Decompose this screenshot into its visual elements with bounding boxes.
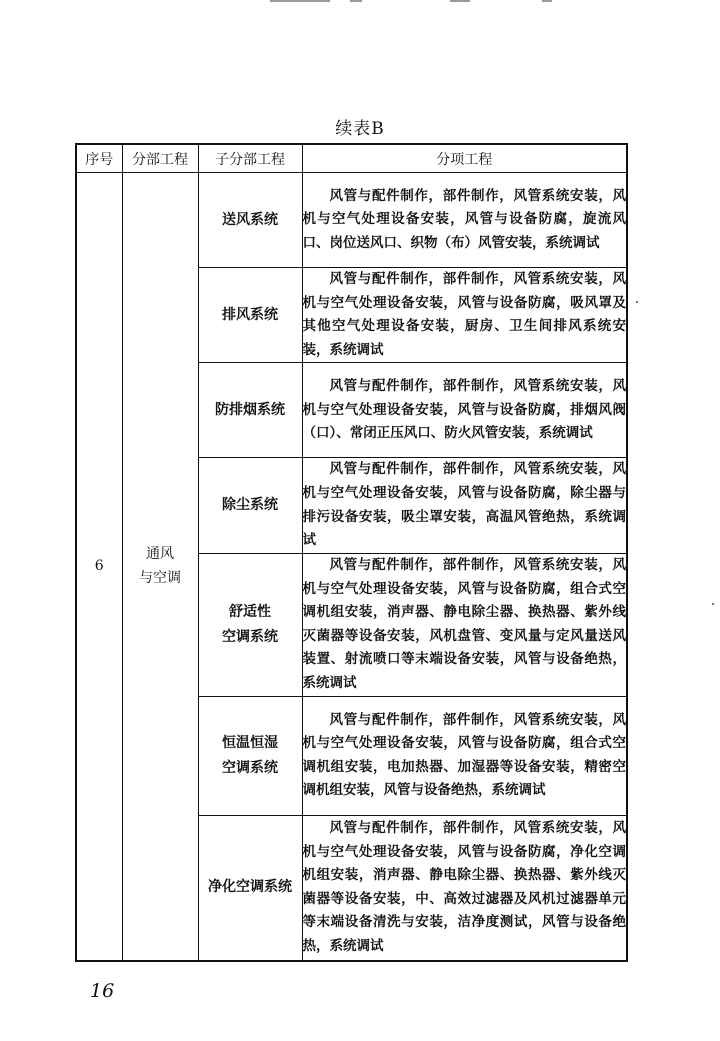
item-list <box>302 173 627 268</box>
item-text: 风管与配件制作，部件制作，风管系统安装，风机与空气处理设备安装，风管与设备防腐，吸风罩及其他空气处理设备安装，厨房、卫生间排风系统安装，系统调试 <box>302 271 626 358</box>
subdivision-label: 舒适性 空调系统 <box>222 603 278 645</box>
specification-table <box>75 143 628 962</box>
header-items: 分项工程 <box>302 144 627 173</box>
subdivision-label: 恒温恒湿 空调系统 <box>222 734 278 776</box>
subdivision-name <box>198 815 302 961</box>
item-text: 风管与配件制作，部件制作，风管系统安装，风机与空气处理设备安装，风管与设备防腐，排烟风阀（口）、常闭正压风口、防火风管安装，系统调试 <box>302 377 626 442</box>
scan-speck <box>712 603 714 605</box>
item-list <box>302 815 627 961</box>
header-division: 分部工程 <box>122 144 198 173</box>
item-text: 风管与配件制作，部件制作，风管系统安装，风机与空气处理设备安装，风管与设备防腐，组合式空调机组安装，消声器、静电除尘器、换热器、紫外线灭菌器等设备安装，风机盘管、变风量与定风量送风装置、射流喷口等末端设备安装，风管与设备绝热，系统调试 <box>302 556 626 691</box>
subdivision-name <box>198 363 302 458</box>
subdivision-label: 送风系统 <box>222 211 278 228</box>
division-label: 通风 与空调 <box>139 546 181 587</box>
page-number: 16 <box>90 980 115 1002</box>
table-title: 续表B <box>335 119 385 139</box>
item-list <box>302 268 627 363</box>
table-header-row <box>76 144 627 173</box>
subdivision-name <box>198 458 302 553</box>
subdivision-name <box>198 173 302 268</box>
item-list <box>302 363 627 458</box>
subdivision-label: 防排烟系统 <box>215 401 285 418</box>
table-row <box>76 173 627 268</box>
scan-speck <box>636 301 638 303</box>
item-text: 风管与配件制作，部件制作，风管系统安装，风机与空气处理设备安装，风管与设备防腐，旋流风口、岗位送风口、织物（布）风管安装，系统调试 <box>302 187 626 251</box>
subdivision-name <box>198 553 302 696</box>
item-list <box>302 458 627 553</box>
item-text: 风管与配件制作，部件制作，风管系统安装，风机与空气处理设备安装，风管与设备防腐，组合式空调机组安装，电加热器、加湿器等设备安装，精密空调机组安装，风管与设备绝热，系统调试 <box>302 711 626 799</box>
item-list <box>302 553 627 696</box>
row-number: 6 <box>76 173 122 961</box>
subdivision-name <box>198 268 302 363</box>
subdivision-label: 排风系统 <box>222 306 278 323</box>
item-text: 风管与配件制作，部件制作，风管系统安装，风机与空气处理设备安装，风管与设备防腐，除尘器与排污设备安装，吸尘罩安装，高温风管绝热，系统调试 <box>302 461 626 549</box>
header-subdivision: 子分部工程 <box>198 144 302 173</box>
item-list <box>302 696 627 815</box>
subdivision-label: 净化空调系统 <box>208 879 292 896</box>
scan-artifact <box>270 0 570 4</box>
item-text: 风管与配件制作，部件制作，风管系统安装，风机与空气处理设备安装，风管与设备防腐，净化空调机组安装，消声器、静电除尘器、换热器、紫外线灭菌器等设备安装，中、高效过滤器及风机过滤器单元等末端设备清洗与安装，洁净度测试，风管与设备绝热，系统调试 <box>302 819 626 954</box>
subdivision-name <box>198 696 302 815</box>
subdivision-label: 除尘系统 <box>222 497 278 514</box>
division-name <box>122 173 198 961</box>
header-number: 序号 <box>76 144 122 173</box>
